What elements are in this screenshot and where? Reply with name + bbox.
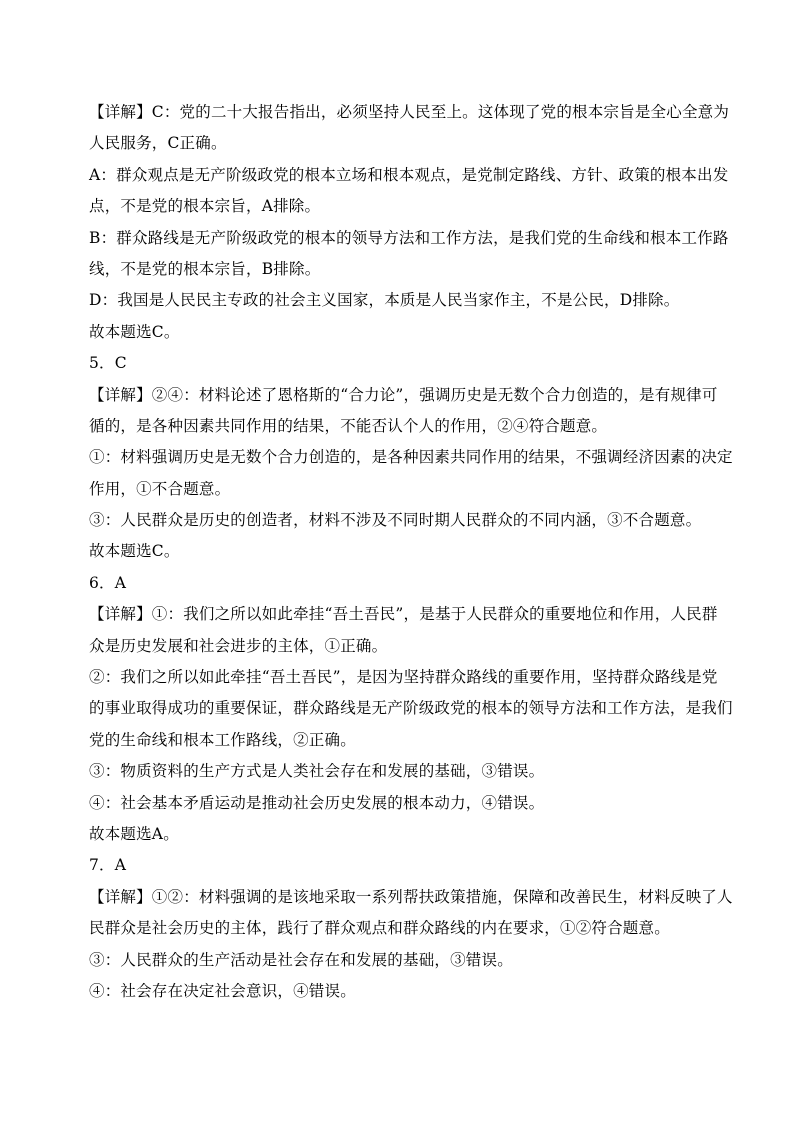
text-line: 【详解】①：我们之所以如此牵挂“吾土吾民”，是基于人民群众的重要地位和作用，人民群 — [89, 605, 718, 624]
text-line: 【详解】C：党的二十大报告指出，必须坚持人民至上。这体现了党的根本宗旨是全心全意为 — [89, 103, 730, 121]
text-line: ③：人民群众的生产活动是社会存在和发展的基础，③错误。 — [89, 950, 513, 969]
text-line: D：我国是人民民主专政的社会主义国家，本质是人民当家作主，不是公民，D排除。 — [89, 291, 680, 310]
question-number: 7．A — [89, 856, 127, 875]
text-line: ③：物质资料的生产方式是人类社会存在和发展的基础，③错误。 — [89, 762, 545, 781]
answer-explanation-text — [89, 97, 733, 1007]
question-number: 5．C — [89, 354, 127, 373]
text-line: 故本题选C。 — [89, 542, 180, 561]
text-line: 众是历史发展和社会进步的主体，①正确。 — [89, 636, 388, 655]
text-line: ③：人民群众是历史的创造者，材料不涉及不同时期人民群众的不同内涵，③不合题意。 — [89, 511, 702, 530]
text-line: 【详解】②④：材料论述了恩格斯的“合力论”，强调历史是无数个合力创造的，是有规律可 — [89, 385, 718, 404]
text-line: ④：社会基本矛盾运动是推动社会历史发展的根本动力，④错误。 — [89, 793, 545, 812]
text-line: 民群众是社会历史的主体，践行了群众观点和群众路线的内在要求，①②符合题意。 — [89, 919, 670, 938]
question-number: 6．A — [89, 573, 127, 592]
text-line: 的事业取得成功的重要保证，群众路线是无产阶级政党的根本的领导方法和工作方法，是我们 — [89, 699, 733, 718]
text-line: 线，不是党的根本宗旨，B排除。 — [89, 259, 321, 278]
text-line: ④：社会存在决定社会意识，④错误。 — [89, 981, 356, 1000]
text-line: 故本题选C。 — [89, 322, 180, 341]
text-line: 【详解】①②：材料强调的是该地采取一系列帮扶政策措施，保障和改善民生，材料反映了人 — [89, 887, 733, 906]
text-line: 党的生命线和根本工作路线，②正确。 — [89, 730, 356, 749]
text-line: ①：材料强调历史是无数个合力创造的，是各种因素共同作用的结果，不强调经济因素的决定 — [89, 448, 733, 467]
text-line: B：群众路线是无产阶级政党的根本的领导方法和工作方法，是我们党的生命线和根本工作路 — [89, 228, 729, 247]
text-line: A：群众观点是无产阶级政党的根本立场和根本观点，是党制定路线、方针、政策的根本出发 — [89, 165, 729, 184]
text-line: 循的，是各种因素共同作用的结果，不能否认个人的作用，②④符合题意。 — [89, 416, 608, 435]
text-line: 点，不是党的根本宗旨，A排除。 — [89, 197, 321, 216]
text-line: 人民服务，C正确。 — [89, 134, 227, 153]
text-line: 作用，①不合题意。 — [89, 479, 231, 498]
text-line: ②：我们之所以如此牵挂“吾土吾民”，是因为坚持群众路线的重要作用，坚持群众路线是党 — [89, 668, 718, 687]
text-line: 故本题选A。 — [89, 824, 179, 843]
